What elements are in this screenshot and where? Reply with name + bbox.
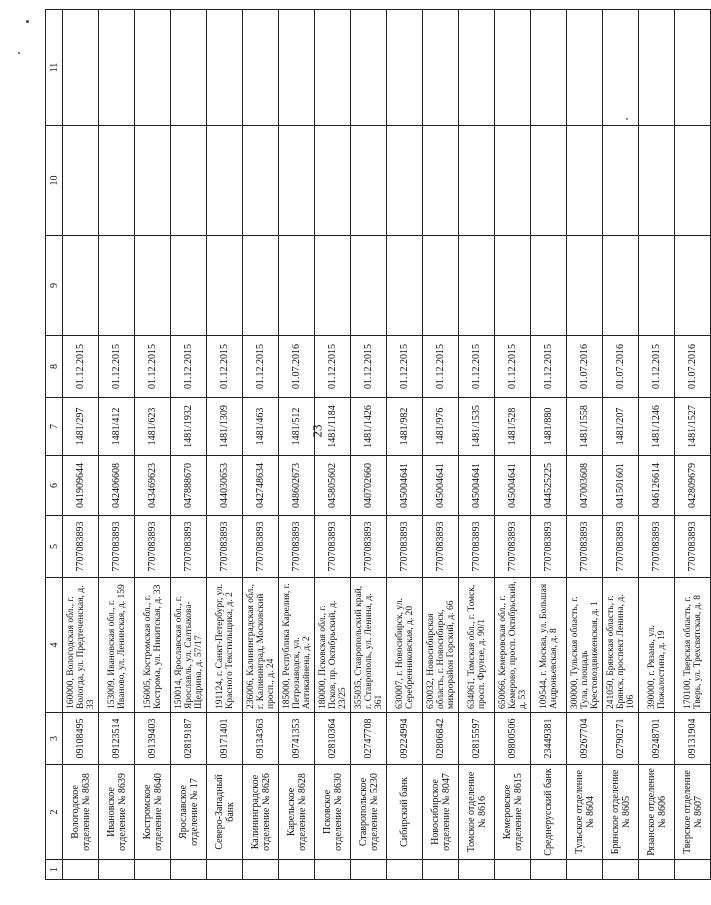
inn-cell: 7707083893 [207,516,243,578]
empty-cell [99,10,135,126]
address-cell: 355035, Ставропольский край, г. Ставрополь, ул. Ленина, д. 361 [351,578,387,713]
okpo-code-cell: 09131904 [675,713,711,765]
bik-cell: 044525225 [531,456,567,516]
table-row [351,10,387,880]
inn-cell: 7707083893 [387,516,423,578]
branch-name-cell: Вологодское отделение № 8638 [63,765,99,860]
table-row [567,10,603,880]
okpo-code-cell: 23449381 [531,713,567,765]
empty-cell [135,10,171,126]
empty-cell [99,126,135,236]
bik-cell: 047888670 [171,456,207,516]
table-body [63,10,711,880]
inn-cell: 7707083893 [531,516,567,578]
table-row [675,10,711,880]
empty-cell [675,10,711,126]
branch-name-cell: Калининградское отделение № 8626 [243,765,279,860]
registration-number-cell: 1481/976 [423,398,459,456]
okpo-code-cell: 09800506 [495,713,531,765]
row-number-cell [315,860,351,880]
date-cell: 01.12.2015 [531,336,567,398]
date-cell: 01.12.2015 [387,336,423,398]
scan-speck [26,20,29,23]
bik-cell: 045004641 [495,456,531,516]
empty-cell [603,10,639,126]
registration-number-cell: 1481/1932 [171,398,207,456]
registration-number-cell: 1481/1184 [315,398,351,456]
branch-name-cell: Ставропольское отделение № 5230 [351,765,387,860]
okpo-code-cell: 09741353 [279,713,315,765]
okpo-code-cell: 09108495 [63,713,99,765]
empty-cell [243,236,279,336]
row-number-cell [351,860,387,880]
empty-cell [315,236,351,336]
branch-name-cell: Новосибирское отделение № 8047 [423,765,459,860]
registration-number-cell: 1481/463 [243,398,279,456]
empty-cell [603,126,639,236]
okpo-code-cell: 09134363 [243,713,279,765]
address-cell: 170100, Тверская область, г. Тверь, ул. Трехсвятская, д. 8 [675,578,711,713]
address-cell: 185000, Республика Карелия, г. Петрозаводск, ул. Антикайнена, д. 2 [279,578,315,713]
bank-branches-table [45,9,711,880]
branch-name-cell: Сибирский банк [387,765,423,860]
date-cell: 01.12.2015 [99,336,135,398]
inn-cell: 7707083893 [603,516,639,578]
date-cell: 01.12.2015 [243,336,279,398]
date-cell: 01.12.2015 [351,336,387,398]
date-cell: 01.12.2015 [423,336,459,398]
address-cell: 241050, Брянская область, г. Брянск, проспект Ленина, д. 106 [603,578,639,713]
date-cell: 01.12.2015 [63,336,99,398]
branch-name-cell: Ярославское отделение № 17 [171,765,207,860]
bik-cell: 042809679 [675,456,711,516]
inn-cell: 7707083893 [99,516,135,578]
inn-cell: 7707083893 [315,516,351,578]
address-cell: 650066, Кемеровская обл., г. Кемерово, просп. Октябрьский, д. 53 [495,578,531,713]
date-cell: 01.07.2016 [603,336,639,398]
bik-cell: 040702660 [351,456,387,516]
date-cell: 01.07.2016 [279,336,315,398]
column-number: 10 [46,126,63,236]
document-table-container [45,10,704,880]
empty-cell [639,10,675,126]
empty-cell [531,10,567,126]
empty-cell [567,236,603,336]
empty-cell [207,126,243,236]
bik-cell: 045004641 [423,456,459,516]
table-row [99,10,135,880]
bik-cell: 046126614 [639,456,675,516]
empty-cell [351,126,387,236]
address-cell: 191124, г. Санкт-Петербург, ул. Красного Текстильщика, д. 2 [207,578,243,713]
inn-cell: 7707083893 [639,516,675,578]
inn-cell: 7707083893 [351,516,387,578]
date-cell: 01.07.2016 [567,336,603,398]
row-number-cell [531,860,567,880]
table-row [243,10,279,880]
registration-number-cell: 1481/297 [63,398,99,456]
bik-cell: 042406608 [99,456,135,516]
address-cell: 109544, г. Москва, ул. Большая Андроньевская, д. 8 [531,578,567,713]
scan-speck [18,52,20,54]
empty-cell [279,236,315,336]
row-number-cell [99,860,135,880]
table-row [135,10,171,880]
column-number-row [46,10,63,880]
table-row [531,10,567,880]
empty-cell [675,126,711,236]
registration-number-cell: 1481/982 [387,398,423,456]
address-cell: 180000, Псковская обл., г. Псков, пр. Октябрьский, д. 23/25 [315,578,351,713]
empty-cell [63,236,99,336]
date-cell: 01.12.2015 [315,336,351,398]
column-number: 8 [46,336,63,398]
bik-cell: 048602673 [279,456,315,516]
bik-cell: 042748634 [243,456,279,516]
registration-number-cell: 1481/623 [135,398,171,456]
date-cell: 01.12.2015 [495,336,531,398]
column-number: 6 [46,456,63,516]
address-cell: 630032, Новосибирская область, г. Новосибирск, микрорайон Горский, д. 66 [423,578,459,713]
branch-name-cell: Тверское отделение № 8607 [675,765,711,860]
registration-number-cell: 1481/512 [279,398,315,456]
empty-cell [243,126,279,236]
page-number: 23 [309,424,325,438]
registration-number-cell: 1481/528 [495,398,531,456]
branch-name-cell: Костромское отделение № 8640 [135,765,171,860]
bik-cell: 047003608 [567,456,603,516]
empty-cell [603,236,639,336]
column-number: 4 [46,578,63,713]
empty-cell [459,10,495,126]
empty-cell [387,10,423,126]
empty-cell [567,126,603,236]
column-number: 11 [46,10,63,126]
branch-name-cell: Псковское отделение № 8630 [315,765,351,860]
empty-cell [459,236,495,336]
registration-number-cell: 1481/1558 [567,398,603,456]
inn-cell: 7707083893 [171,516,207,578]
empty-cell [207,10,243,126]
row-number-cell [495,860,531,880]
empty-cell [639,236,675,336]
registration-number-cell: 1481/207 [603,398,639,456]
table-row [63,10,99,880]
row-number-cell [567,860,603,880]
row-number-cell [603,860,639,880]
branch-name-cell: Карельское отделение № 8628 [279,765,315,860]
empty-cell [495,236,531,336]
table-row [171,10,207,880]
empty-cell [531,126,567,236]
table-row [207,10,243,880]
date-cell: 01.12.2015 [639,336,675,398]
address-cell: 150014, Ярославская обл., г. Ярославль, ул. Салтыкова-Щедрина, д. 57/17 [171,578,207,713]
okpo-code-cell: 09139403 [135,713,171,765]
empty-cell [63,10,99,126]
row-number-cell [387,860,423,880]
inn-cell: 7707083893 [567,516,603,578]
address-cell: 634061, Томская обл., г. Томск, просп. Фрунзе, д. 90/1 [459,578,495,713]
empty-cell [423,236,459,336]
registration-number-cell: 1481/1535 [459,398,495,456]
inn-cell: 7707083893 [63,516,99,578]
empty-cell [567,10,603,126]
bik-cell: 044030653 [207,456,243,516]
empty-cell [675,236,711,336]
address-cell: 153009, Ивановская обл., г. Иваново, ул. Ленинская, д. 159 [99,578,135,713]
empty-cell [495,10,531,126]
branch-name-cell: Тульское отделение № 8604 [567,765,603,860]
table-row [495,10,531,880]
table-row [423,10,459,880]
address-cell: 156005, Костромская обл., г. Кострома, ул. Никитская, д. 33 [135,578,171,713]
empty-cell [135,236,171,336]
row-number-cell [135,860,171,880]
table-row [639,10,675,880]
empty-cell [171,126,207,236]
date-cell: 01.12.2015 [207,336,243,398]
okpo-code-cell: 02810364 [315,713,351,765]
row-number-cell [243,860,279,880]
inn-cell: 7707083893 [243,516,279,578]
registration-number-cell: 1481/880 [531,398,567,456]
empty-cell [315,10,351,126]
inn-cell: 7707083893 [495,516,531,578]
empty-cell [171,10,207,126]
empty-cell [495,126,531,236]
empty-cell [63,126,99,236]
registration-number-cell: 1481/1527 [675,398,711,456]
date-cell: 01.12.2015 [135,336,171,398]
table-row [387,10,423,880]
inn-cell: 7707083893 [279,516,315,578]
empty-cell [387,126,423,236]
table-row [315,10,351,880]
branch-name-cell: Томское отделение № 8616 [459,765,495,860]
row-number-cell [279,860,315,880]
empty-cell [243,10,279,126]
empty-cell [279,10,315,126]
row-number-cell [459,860,495,880]
empty-cell [423,126,459,236]
empty-cell [135,126,171,236]
bik-cell: 043469623 [135,456,171,516]
registration-number-cell: 1481/1246 [639,398,675,456]
branch-name-cell: Кемеровское отделение № 8615 [495,765,531,860]
empty-cell [423,10,459,126]
bik-cell: 045004641 [387,456,423,516]
bik-cell: 045805602 [315,456,351,516]
registration-number-cell: 1481/1426 [351,398,387,456]
table-row [459,10,495,880]
address-cell: 390000, г. Рязань, ул. Пожалостина, д. 19 [639,578,675,713]
column-number: 7 [46,398,63,456]
empty-cell [279,126,315,236]
column-number: 2 [46,765,63,860]
date-cell: 01.12.2015 [459,336,495,398]
empty-cell [531,236,567,336]
empty-cell [99,236,135,336]
row-number-cell [207,860,243,880]
empty-cell [387,236,423,336]
okpo-code-cell: 02790271 [603,713,639,765]
okpo-code-cell: 09123514 [99,713,135,765]
empty-cell [351,10,387,126]
empty-cell [171,236,207,336]
row-number-cell [423,860,459,880]
inn-cell: 7707083893 [423,516,459,578]
table-row [279,10,315,880]
branch-name-cell: Среднерусский банк [531,765,567,860]
address-cell: 160000, Вологодская обл., г. Вологда, ул. Предтеченская, д. 33 [63,578,99,713]
okpo-code-cell: 09224994 [387,713,423,765]
empty-cell [351,236,387,336]
bik-cell: 041909644 [63,456,99,516]
column-number: 3 [46,713,63,765]
okpo-code-cell: 09171401 [207,713,243,765]
okpo-code-cell: 02815597 [459,713,495,765]
row-number-cell [171,860,207,880]
table-row [603,10,639,880]
empty-cell [459,126,495,236]
okpo-code-cell: 02806842 [423,713,459,765]
okpo-code-cell: 02819187 [171,713,207,765]
branch-name-cell: Ивановское отделение № 8639 [99,765,135,860]
column-number: 1 [46,860,63,880]
address-cell: 630007, г. Новосибирск, ул. Серебренниковская, д. 20 [387,578,423,713]
registration-number-cell: 1481/412 [99,398,135,456]
date-cell: 01.12.2015 [171,336,207,398]
registration-number-cell: 1481/1309 [207,398,243,456]
row-number-cell [639,860,675,880]
row-number-cell [675,860,711,880]
inn-cell: 7707083893 [675,516,711,578]
branch-name-cell: Северо-Западный банк [207,765,243,860]
address-cell: 236006, Калининградская обл., г. Калининград, Московский просп., д. 24 [243,578,279,713]
branch-name-cell: Рязанское отделение № 8606 [639,765,675,860]
date-cell: 01.07.2016 [675,336,711,398]
okpo-code-cell: 09248701 [639,713,675,765]
address-cell: 300000, Тульская область, г. Тула, площадь Крестовоздвиженская, д. 1 [567,578,603,713]
column-number: 9 [46,236,63,336]
inn-cell: 7707083893 [135,516,171,578]
empty-cell [315,126,351,236]
okpo-code-cell: 09267704 [567,713,603,765]
empty-cell [639,126,675,236]
row-number-cell [63,860,99,880]
empty-cell [207,236,243,336]
inn-cell: 7707083893 [459,516,495,578]
bik-cell: 041501601 [603,456,639,516]
column-number: 5 [46,516,63,578]
okpo-code-cell: 02747708 [351,713,387,765]
bik-cell: 045004641 [459,456,495,516]
branch-name-cell: Брянское отделение № 8605 [603,765,639,860]
